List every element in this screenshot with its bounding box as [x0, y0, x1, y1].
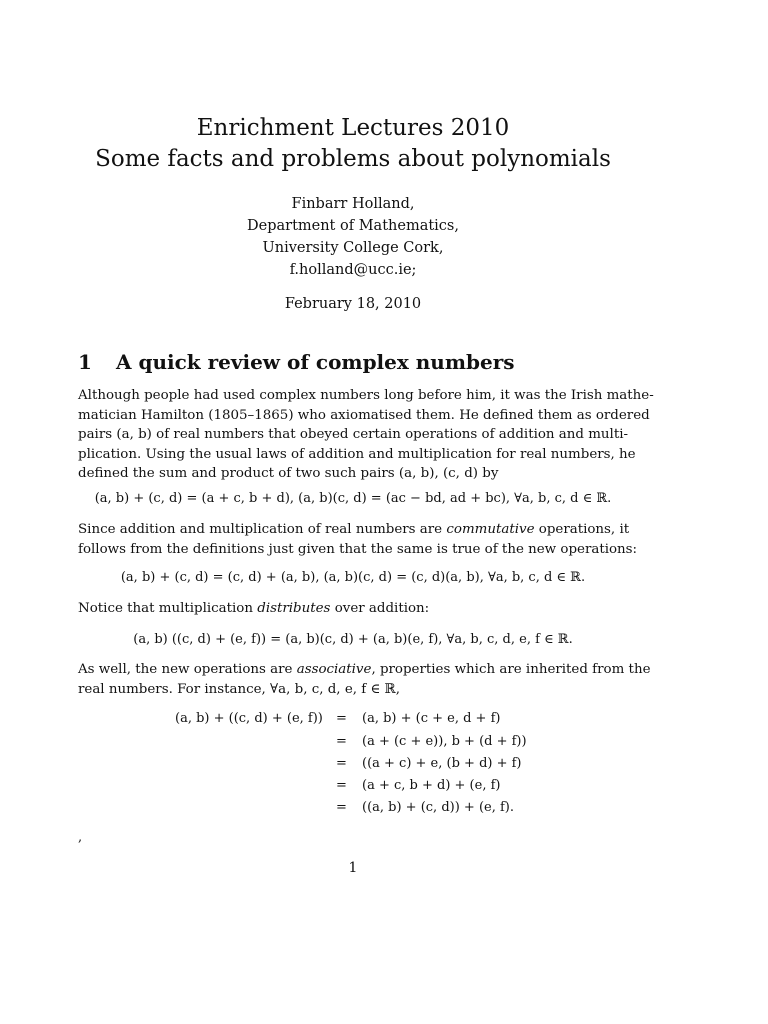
paragraph-line: defined the sum and product of two such pairs (a, b), (c, d) by [78, 466, 499, 481]
paragraph-line: plication. Using the usual laws of addition and multiplication for real numbers, he [78, 446, 636, 462]
page-number: 1 [348, 860, 358, 876]
paragraph-line: follows from the definitions just given that the same is true of the new operations: [78, 541, 638, 557]
equation-distributive: (a, b) ((c, d) + (e, f)) = (a, b)(c, d) + (a, b)(e, f), ∀a, b, c, d, e, f ∈ ℝ. [133, 632, 573, 647]
aligned-equals: = [336, 734, 347, 749]
emphasis-distributes: distributes [257, 601, 331, 616]
paragraph-line: pairs (a, b) of real numbers that obeyed certain operations of addition and multi- [78, 427, 629, 442]
paragraph-line: real numbers. For instance, ∀a, b, c, d, e, f ∈ ℝ, [78, 681, 401, 697]
paper-title-line-2: Some facts and problems about polynomials [95, 146, 611, 172]
equation-commutative: (a, b) + (c, d) = (c, d) + (a, b), (a, b)(c, d) = (c, d)(a, b), ∀a, b, c, d ∈ ℝ. [120, 570, 586, 585]
aligned-rhs: ((a + c) + e, (b + d) + f) [362, 756, 522, 771]
author-email: f.holland@ucc.ie; [289, 262, 417, 278]
equation-sum-product: (a, b) + (c, d) = (a + c, b + d), (a, b)(c, d) = (ac − bd, ad + bc), ∀a, b, c, d ∈ ℝ. [94, 491, 612, 506]
paper-date: February 18, 2010 [284, 296, 422, 312]
author-department: Department of Mathematics, [247, 218, 459, 234]
emphasis-associative: associative [296, 662, 372, 677]
emphasis-commutative: commutative [446, 522, 535, 537]
paragraph-line: Notice that multiplication distributes over addition: [78, 601, 430, 616]
aligned-rhs: (a + c, b + d) + (e, f) [362, 778, 501, 793]
stray-comma: , [78, 830, 83, 845]
aligned-lhs: (a, b) + ((c, d) + (e, f)) [175, 711, 323, 726]
aligned-equals: = [336, 800, 347, 815]
paragraph-hamilton [78, 386, 654, 484]
author-name: Finbarr Holland, [291, 196, 415, 212]
paragraph-line: As well, the new operations are associative, properties which are inherited from the [78, 662, 651, 677]
author-university: University College Cork, [262, 240, 444, 256]
section-heading [78, 350, 515, 374]
paragraph-line: matician Hamilton (1805–1865) who axiomatised them. He defined them as ordered [78, 407, 650, 423]
aligned-equals: = [336, 756, 347, 771]
aligned-equals: = [336, 711, 347, 726]
aligned-equals: = [336, 778, 347, 793]
section-title: A quick review of complex numbers [116, 350, 515, 374]
aligned-rhs: ((a, b) + (c, d)) + (e, f). [362, 800, 514, 815]
paragraph-line: Since addition and multiplication of real numbers are commutative operations, it [78, 522, 630, 537]
paragraph-line: Although people had used complex numbers long before him, it was the Irish mathe- [78, 388, 654, 403]
paragraph-commutative [78, 520, 638, 559]
aligned-rhs: (a, b) + (c + e, d + f) [362, 711, 501, 726]
paper-title-line-1: Enrichment Lectures 2010 [196, 115, 510, 141]
paragraph-associative [78, 660, 651, 699]
section-number: 1 [78, 350, 92, 374]
paragraph-distributive [78, 599, 628, 619]
aligned-rhs: (a + (c + e)), b + (d + f)) [362, 734, 527, 749]
